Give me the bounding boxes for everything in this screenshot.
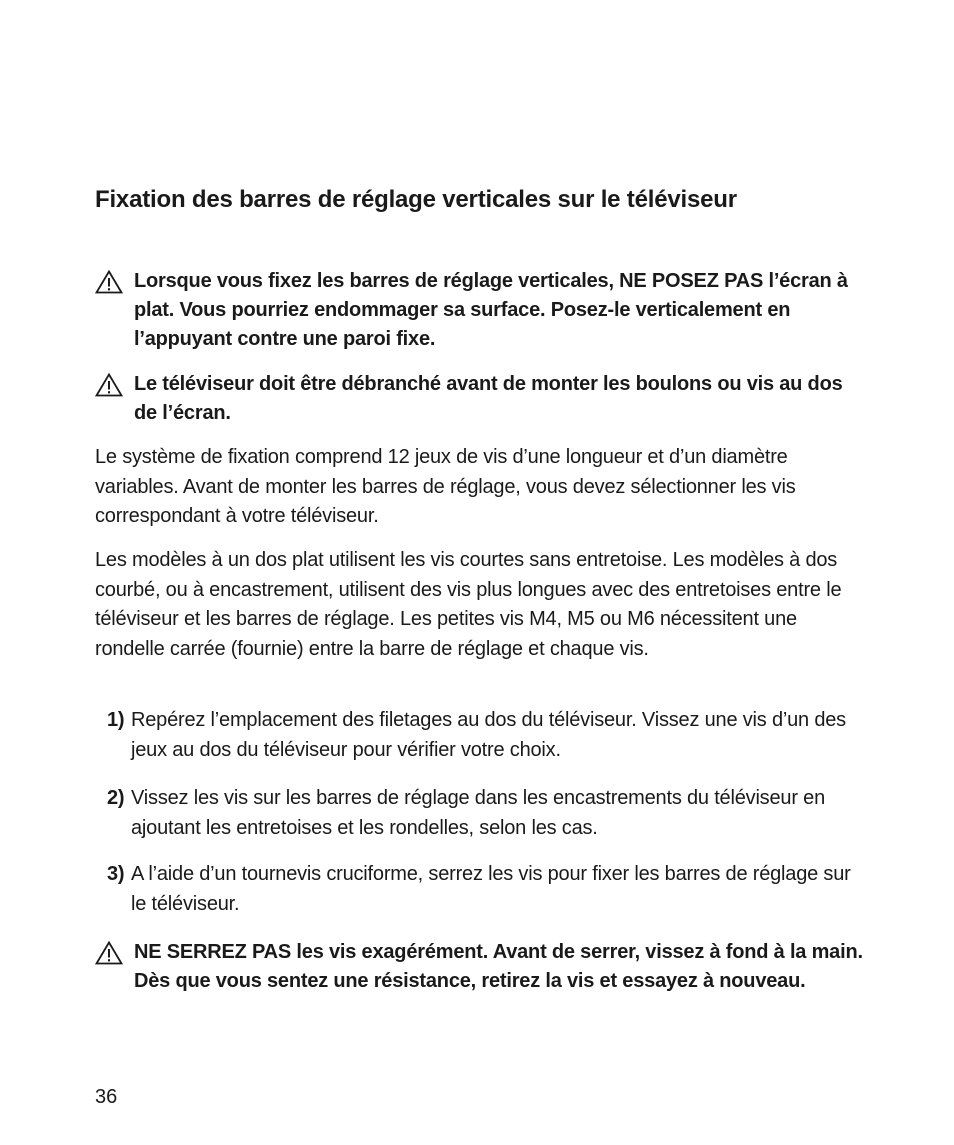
page-number: 36	[95, 1086, 118, 1108]
warning-triangle-icon	[95, 270, 123, 294]
step-item	[107, 784, 867, 843]
step-text: Vissez les vis sur les barres de réglage dans les encastrements du téléviseur en ajoutant les entretoises et les rondelles, selon les cas.	[131, 787, 825, 839]
step-number: 3)	[107, 863, 125, 885]
warning-note	[95, 370, 865, 428]
step-text: Repérez l’emplacement des filetages au dos du téléviseur. Vissez une vis d’un des jeux au dos du téléviseur pour vérifier votre choix.	[131, 709, 846, 761]
body-paragraph: Le système de fixation comprend 12 jeux de vis d’une longueur et d’un diamètre variables. Avant de monter les barres de réglage, vous devez sélectionner les vis correspondant à votre téléviseur.	[95, 446, 796, 527]
step-text: A l’aide d’un tournevis cruciforme, serrez les vis pour fixer les barres de réglage sur le téléviseur.	[131, 863, 851, 915]
warning-note	[95, 938, 865, 996]
warning-note	[95, 267, 865, 354]
warning-text: Le téléviseur doit être débranché avant de monter les boulons ou vis au dos de l’écran.	[134, 373, 843, 424]
step-number: 2)	[107, 787, 125, 809]
warning-text: NE SERREZ PAS les vis exagérément. Avant de serrer, vissez à fond à la main. Dès que vous sentez une résistance, retirez la vis et essayez à nouveau.	[134, 941, 863, 992]
step-number: 1)	[107, 709, 125, 731]
step-item	[107, 860, 867, 919]
step-item	[107, 706, 867, 765]
warning-triangle-icon	[95, 373, 123, 397]
body-paragraph: Les modèles à un dos plat utilisent les vis courtes sans entretoise. Les modèles à dos courbé, ou à encastrement, utilisent des vis plus longues avec des entretoises entre le téléviseur et les barres de réglage. Les petites vis M4, M5 ou M6 nécessitent une rondelle carrée (fournie) entre la barre de réglage et chaque vis.	[95, 549, 842, 660]
warning-triangle-icon	[95, 941, 123, 965]
warning-text: Lorsque vous fixez les barres de réglage verticales, NE POSEZ PAS l’écran à plat. Vous pourriez endommager sa surface. Posez-le verticalement en l’appuyant contre une paroi fixe.	[134, 270, 848, 350]
page-title: Fixation des barres de réglage verticales sur le téléviseur	[95, 186, 737, 213]
